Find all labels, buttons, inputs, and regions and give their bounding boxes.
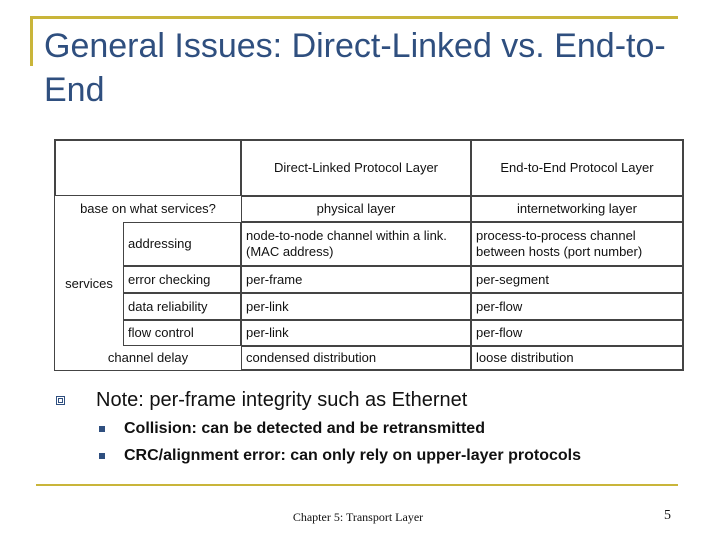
left-accent-line [30, 16, 33, 66]
cell-error-checking-direct: per-frame [241, 266, 471, 293]
cell-channel-delay-end-to-end: loose distribution [471, 346, 683, 370]
slide-title: General Issues: Direct-Linked vs. End-to-End [44, 27, 666, 109]
cell-addressing-direct: node-to-node channel within a link. (MAC address) [241, 222, 471, 266]
header-direct-linked: Direct-Linked Protocol Layer [241, 140, 471, 196]
row-group-services: services [65, 276, 113, 291]
cell-channel-delay-direct: condensed distribution [241, 346, 471, 370]
note-text: Note: per-frame integrity such as Ethernet [96, 389, 468, 411]
square-bullet-icon [99, 453, 105, 459]
cell-data-reliability-direct: per-link [241, 293, 471, 320]
table-corner-cell [55, 140, 241, 196]
footer-text: Chapter 5: Transport Layer [292, 510, 424, 524]
cell-data-reliability-end-to-end: per-flow [471, 293, 683, 320]
cell-flow-control-direct: per-link [241, 320, 471, 346]
hollow-square-bullet-icon [56, 396, 65, 405]
row-label-base: base on what services? [80, 201, 216, 216]
cell-error-checking-end-to-end: per-segment [471, 266, 683, 293]
page-number: 5 [664, 508, 671, 523]
comparison-table [54, 139, 684, 371]
row-label-error-checking: error checking [123, 266, 241, 293]
sub-note-crc: CRC/alignment error: can only rely on upper-layer protocols [124, 447, 581, 464]
square-bullet-icon [99, 426, 105, 432]
row-label-flow-control: flow control [123, 320, 241, 346]
cell-base-direct: physical layer [241, 196, 471, 222]
header-end-to-end: End-to-End Protocol Layer [471, 140, 683, 196]
cell-base-end-to-end: internetworking layer [471, 196, 683, 222]
sub-note-collision: Collision: can be detected and be retransmitted [124, 420, 485, 437]
top-accent-line [30, 16, 678, 19]
row-label-data-reliability: data reliability [123, 293, 241, 320]
cell-addressing-end-to-end: process-to-process channel between hosts (port number) [471, 222, 683, 266]
row-label-addressing: addressing [123, 222, 241, 266]
cell-flow-control-end-to-end: per-flow [471, 320, 683, 346]
row-label-channel-delay: channel delay [107, 350, 189, 365]
footer-accent-line [36, 484, 678, 486]
